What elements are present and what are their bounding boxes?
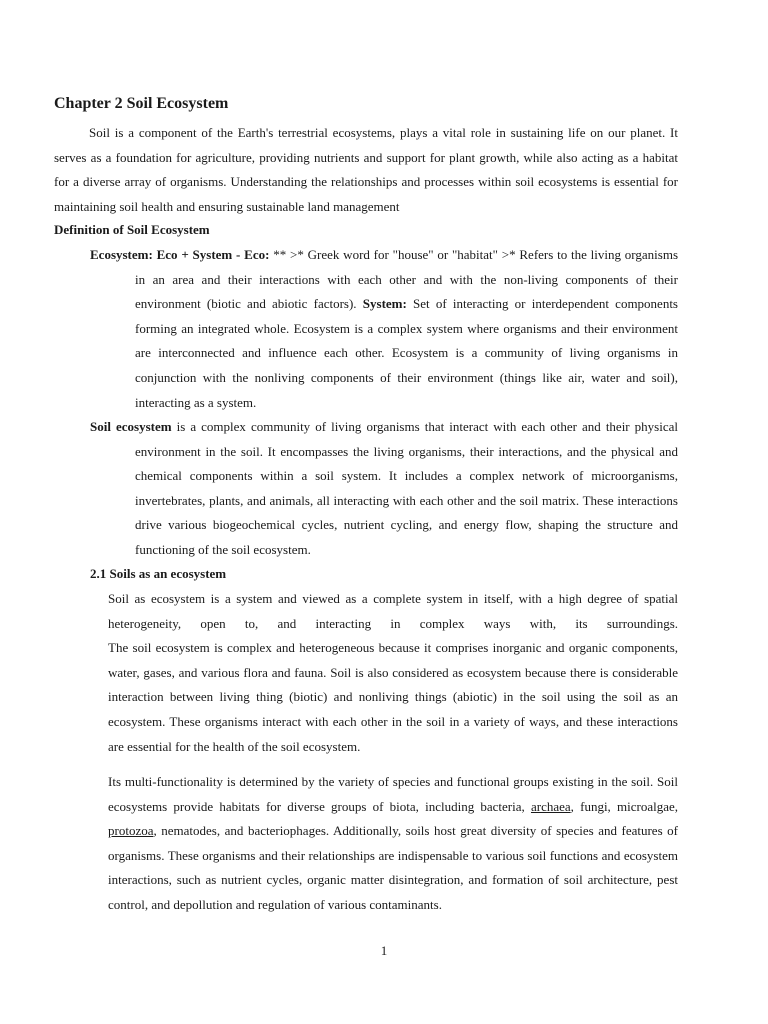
chapter-title: Chapter 2 Soil Ecosystem	[54, 95, 229, 112]
paragraph-2-text-1: Its multi-functionality is determined by the variety of species and functional groups existing in the soil. Soil ecosystems provide habitats for diverse groups of biota, including bacteria,	[108, 774, 678, 814]
section-paragraph-1	[108, 587, 678, 759]
paragraph-2-text-3: , nematodes, and bacteriophages. Additionally, soils host great diversity of species and features of organisms. These organisms and their relationships are indispensable to various soil functions and ecosystem interactions, such as nutrient cycles, organic matter disintegration, and formation of soil architecture, pest control, and depollution and regulation of various contaminants.	[108, 823, 678, 912]
paragraph-2-text-2: , fungi, microalgae,	[570, 798, 679, 814]
intro-paragraph: Soil is a component of the Earth's terrestrial ecosystems, plays a vital role in sustaining life on our planet. It serves as a foundation for agriculture, providing nutrients and support for plant growth, while also acting as a habitat for a diverse array of organisms. Understanding the relationships and processes within soil ecosystems is essential for maintaining soil health and ensuring sustainable land management	[54, 125, 678, 214]
paragraph-1-body: The soil ecosystem is complex and heterogeneous because it comprises inorganic and organic components, water, gases, and various flora and fauna. Soil is also considered as ecosystem because there is considerable interaction between living thing (biotic) and nonliving things (abiotic) in the soil using the soil as an ecosystem. These organisms interact with each other in the soil in a variety of ways, and these interactions are essential for the health of the soil ecosystem.	[108, 640, 678, 754]
ecosystem-text-1: ** >* Greek word for "house" or "habitat" >* Refers to the living organisms in an area and their interactions with each other and with the non-living components of their environment (biotic and abiotic factors).	[135, 247, 678, 312]
ecosystem-definition	[90, 243, 678, 415]
ecosystem-text-2: Set of interacting or interdependent components forming an integrated whole. Ecosystem is a complex system where organisms and their environment are interconnected and influence each other. Ecosystem is a community of living organisms in conjunction with the nonliving components of their environment (things like air, water and soil), interacting as a system.	[135, 296, 678, 410]
protozoa-link[interactable]: protozoa	[108, 823, 154, 839]
section-paragraph-2	[108, 770, 678, 918]
section-heading: 2.1 Soils as an ecosystem	[90, 566, 227, 581]
ecosystem-term: Ecosystem: Eco + System - Eco:	[90, 247, 270, 262]
ecosystem-term-wrap	[90, 247, 269, 262]
soil-term-wrap	[90, 419, 172, 434]
soil-ecosystem-term: Soil ecosystem	[90, 419, 172, 434]
archaea-link[interactable]: archaea	[530, 798, 571, 814]
soil-ecosystem-definition	[90, 415, 679, 563]
definition-heading: Definition of Soil Ecosystem	[54, 222, 210, 237]
soil-ecosystem-text: is a complex community of living organisms that interact with each other and their physical environment in the soil. It encompasses the living organisms, their interactions, and the physical and chemical components within a soil system. It includes a complex network of microorganisms, invertebrates, plants, and animals, all interacting with each other and the soil matrix. These interactions drive various biogeochemical cycles, nutrient cycling, and energy flow, shaping the structure and functioning of the soil ecosystem.	[135, 419, 679, 557]
system-term: System:	[362, 296, 407, 312]
page-number: 1	[380, 943, 388, 958]
paragraph-1-opening: Soil as ecosystem is a system and viewed as a complete system in itself, with a high degree of spatial heterogeneity, open to, and interacting in complex ways with, its surroundings.	[108, 591, 678, 631]
